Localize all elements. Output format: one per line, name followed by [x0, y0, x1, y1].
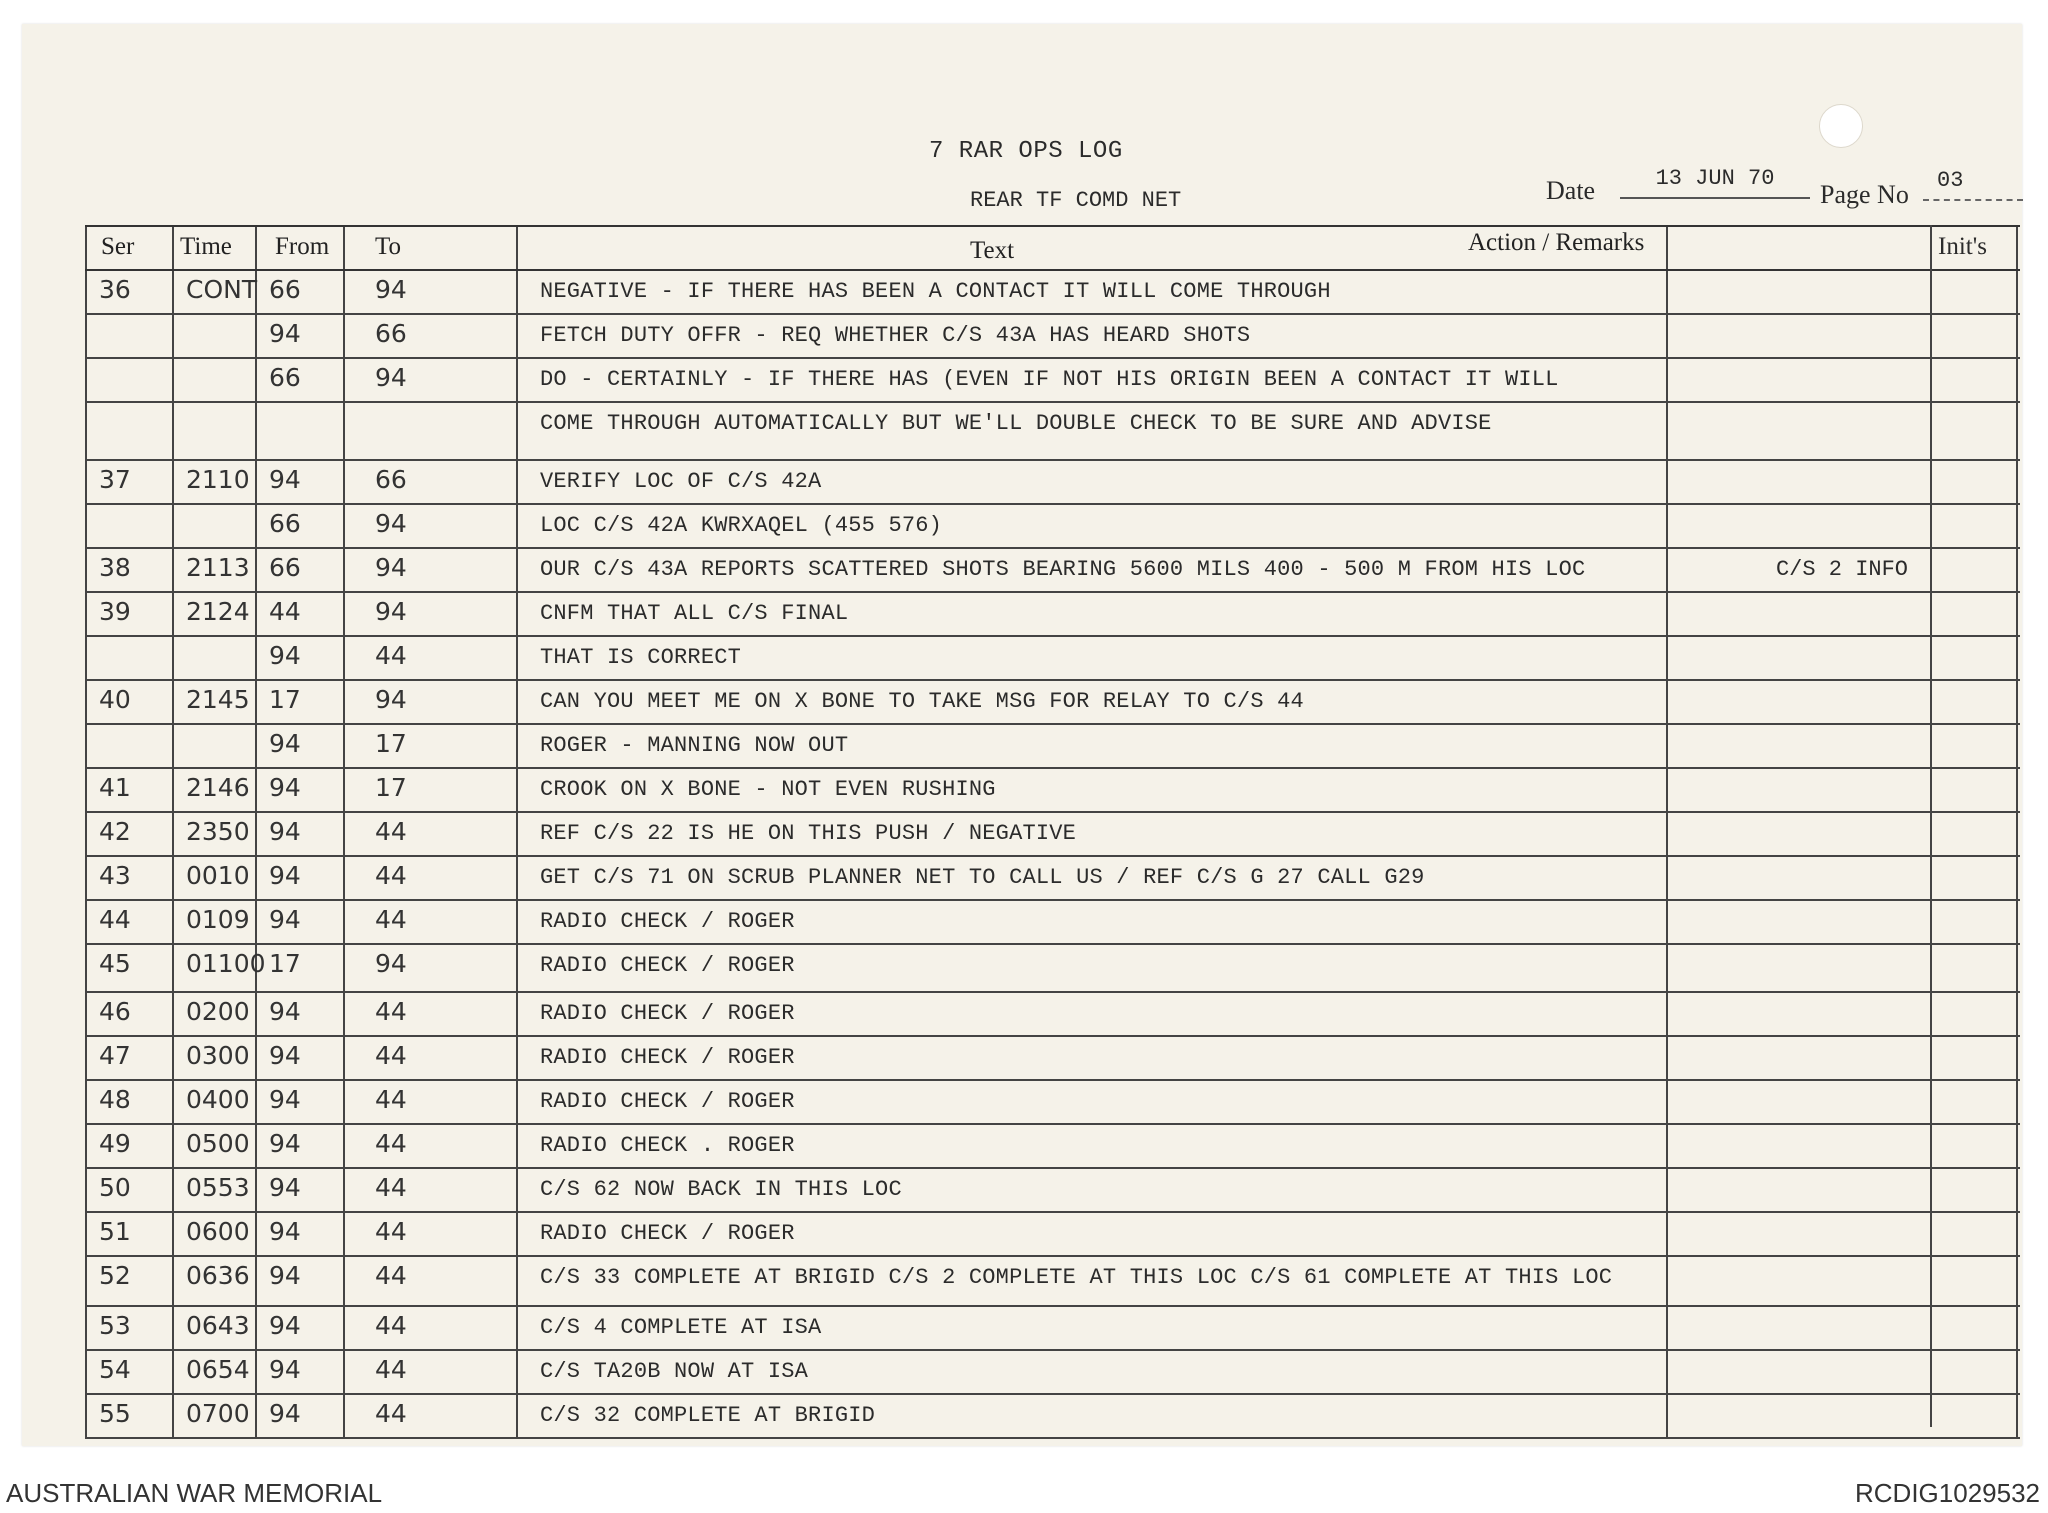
from-cell: 94	[269, 1085, 301, 1114]
time-cell	[174, 403, 255, 407]
from-cell: 44	[269, 597, 301, 626]
to-cell: 94	[375, 553, 407, 582]
from-cell: 17	[269, 685, 301, 714]
to-cell: 44	[375, 861, 407, 890]
table-row	[85, 901, 2020, 945]
header-action: Action / Remarks	[1468, 229, 1645, 256]
init-column-divider	[1930, 225, 1932, 1427]
ser-cell: 43	[99, 861, 131, 890]
date-value: 13 JUN 70	[1620, 166, 1810, 199]
header-ser: Ser	[101, 233, 135, 260]
ser-cell	[87, 725, 172, 729]
ser-cell: 46	[99, 997, 131, 1026]
to-cell: 17	[375, 773, 407, 802]
time-cell: 2146	[186, 773, 250, 802]
from-cell: 94	[269, 1355, 301, 1384]
text-cell: RADIO CHECK / ROGER	[540, 953, 795, 978]
action-cell	[1668, 1169, 2016, 1177]
time-cell: 0400	[186, 1085, 250, 1114]
ops-log-table	[85, 225, 2020, 1439]
to-cell: 44	[375, 905, 407, 934]
from-cell: 94	[269, 1041, 301, 1070]
action-cell	[1668, 1257, 2016, 1265]
table-row	[85, 1307, 2020, 1351]
from-cell: 94	[269, 997, 301, 1026]
time-cell: 0500	[186, 1129, 250, 1158]
time-cell: 0600	[186, 1217, 250, 1246]
table-row	[85, 549, 2020, 593]
action-cell: C/S 2 INFO	[1775, 557, 1909, 582]
to-cell: 44	[375, 817, 407, 846]
time-cell: 0010	[186, 861, 250, 890]
from-cell: 94	[269, 861, 301, 890]
to-cell: 66	[375, 319, 407, 348]
time-cell	[174, 725, 255, 729]
action-cell	[1668, 769, 2016, 777]
to-cell: 94	[375, 949, 407, 978]
date-label: Date	[1546, 176, 1596, 205]
time-cell: 0700	[186, 1399, 250, 1428]
ser-cell: 42	[99, 817, 131, 846]
to-cell: 44	[375, 997, 407, 1026]
from-cell: 17	[269, 949, 301, 978]
from-cell: 94	[269, 729, 301, 758]
ser-cell: 40	[99, 685, 131, 714]
from-cell: 94	[269, 817, 301, 846]
table-row	[85, 725, 2020, 769]
to-cell: 94	[375, 509, 407, 538]
ser-cell: 51	[99, 1217, 131, 1246]
table-row	[85, 1081, 2020, 1125]
ser-cell	[87, 403, 172, 407]
to-cell: 44	[375, 1261, 407, 1290]
from-cell: 94	[269, 465, 301, 494]
from-cell: 94	[269, 1311, 301, 1340]
ser-cell: 50	[99, 1173, 131, 1202]
ser-cell: 39	[99, 597, 131, 626]
from-cell: 94	[269, 905, 301, 934]
ser-cell: 47	[99, 1041, 131, 1070]
action-cell	[1668, 315, 2016, 323]
to-cell: 44	[375, 1173, 407, 1202]
from-cell: 66	[269, 509, 301, 538]
table-row	[85, 461, 2020, 505]
time-cell: 0636	[186, 1261, 250, 1290]
ser-cell: 44	[99, 905, 131, 934]
from-cell: 66	[269, 363, 301, 392]
action-cell	[1668, 681, 2016, 689]
time-cell: 2350	[186, 817, 250, 846]
ser-cell: 48	[99, 1085, 131, 1114]
from-cell: 66	[269, 275, 301, 304]
punch-hole	[1819, 104, 1863, 148]
ser-cell	[87, 505, 172, 509]
action-cell	[1668, 461, 2016, 469]
text-cell: C/S TA20B NOW AT ISA	[540, 1359, 809, 1384]
table-row	[85, 813, 2020, 857]
action-cell	[1668, 1081, 2016, 1089]
from-cell: 94	[269, 1173, 301, 1202]
to-cell: 44	[375, 1217, 407, 1246]
table-row	[85, 359, 2020, 403]
footer-id: RCDIG1029532	[1855, 1478, 2040, 1508]
table-row	[85, 637, 2020, 681]
text-cell: RADIO CHECK / ROGER	[540, 1089, 795, 1114]
action-cell	[1668, 901, 2016, 909]
table-row	[85, 1169, 2020, 1213]
action-cell	[1668, 857, 2016, 865]
action-cell	[1668, 725, 2016, 733]
ser-cell: 53	[99, 1311, 131, 1340]
to-cell: 44	[375, 1311, 407, 1340]
text-cell: ROGER - MANNING NOW OUT	[540, 733, 849, 758]
document-subtitle: REAR TF COMD NET	[970, 188, 1182, 213]
action-cell	[1668, 1395, 2016, 1403]
text-cell: C/S 62 NOW BACK IN THIS LOC	[540, 1177, 902, 1202]
to-cell: 44	[375, 1355, 407, 1384]
footer-source: AUSTRALIAN WAR MEMORIAL	[6, 1478, 383, 1508]
from-cell: 94	[269, 1129, 301, 1158]
time-cell	[174, 505, 255, 509]
from-cell: 94	[269, 773, 301, 802]
table-row	[85, 857, 2020, 901]
action-cell	[1668, 359, 2016, 367]
action-cell	[1668, 813, 2016, 821]
ser-cell	[87, 315, 172, 319]
to-cell: 44	[375, 641, 407, 670]
text-cell: CAN YOU MEET ME ON X BONE TO TAKE MSG FOR RELAY TO C/S 44	[540, 689, 1304, 714]
to-cell: 44	[375, 1041, 407, 1070]
time-cell: 2110	[186, 465, 250, 494]
text-cell: CROOK ON X BONE - NOT EVEN RUSHING	[540, 777, 996, 802]
ser-cell: 37	[99, 465, 131, 494]
action-cell	[1668, 993, 2016, 1001]
from-cell: 94	[269, 641, 301, 670]
to-cell: 17	[375, 729, 407, 758]
header-to: To	[375, 233, 402, 260]
to-cell: 44	[375, 1399, 407, 1428]
from-cell	[257, 403, 343, 407]
action-cell	[1668, 1125, 2016, 1133]
text-cell: CNFM THAT ALL C/S FINAL	[540, 601, 849, 626]
ser-cell: 36	[99, 275, 131, 304]
text-cell: RADIO CHECK / ROGER	[540, 1221, 795, 1246]
text-cell: C/S 32 COMPLETE AT BRIGID	[540, 1403, 876, 1428]
header-time: Time	[180, 233, 232, 260]
table-row	[85, 1257, 2020, 1307]
action-cell	[1668, 271, 2016, 279]
time-cell	[174, 315, 255, 319]
time-cell	[174, 637, 255, 641]
ser-cell	[87, 637, 172, 641]
table-row	[85, 1351, 2020, 1395]
table-row	[85, 993, 2020, 1037]
table-row	[85, 403, 2020, 461]
ser-cell: 38	[99, 553, 131, 582]
page-number-value: 03	[1923, 168, 2023, 201]
time-cell: 2113	[186, 553, 250, 582]
table-body	[85, 271, 2020, 1439]
text-cell: THAT IS CORRECT	[540, 645, 742, 670]
text-cell: DO - CERTAINLY - IF THERE HAS (EVEN IF NOT HIS ORIGIN BEEN A CONTACT IT WILL	[540, 367, 1559, 392]
ser-cell: 45	[99, 949, 131, 978]
ser-cell: 41	[99, 773, 131, 802]
text-cell: OUR C/S 43A REPORTS SCATTERED SHOTS BEARING 5600 MILS 400 - 500 M FROM HIS LOC	[540, 557, 1586, 582]
table-row	[85, 681, 2020, 725]
text-cell: C/S 4 COMPLETE AT ISA	[540, 1315, 822, 1340]
action-cell	[1668, 1351, 2016, 1359]
text-cell: RADIO CHECK / ROGER	[540, 1001, 795, 1026]
time-cell: 2124	[186, 597, 250, 626]
to-cell: 94	[375, 363, 407, 392]
to-cell	[345, 403, 516, 407]
text-cell: C/S 33 COMPLETE AT BRIGID C/S 2 COMPLETE AT THIS LOC C/S 61 COMPLETE AT THIS LOC	[540, 1265, 1613, 1290]
table-row	[85, 1395, 2020, 1439]
to-cell: 44	[375, 1085, 407, 1114]
text-cell: LOC C/S 42A KWRXAQEL (455 576)	[540, 513, 943, 538]
time-cell: CONT	[186, 275, 258, 304]
action-cell	[1668, 945, 2016, 953]
table-row	[85, 315, 2020, 359]
time-cell: 2145	[186, 685, 250, 714]
text-cell: COME THROUGH AUTOMATICALLY BUT WE'LL DOUBLE CHECK TO BE SURE AND ADVISE	[540, 411, 1492, 436]
text-cell: GET C/S 71 ON SCRUB PLANNER NET TO CALL US / REF C/S G 27 CALL G29	[540, 865, 1425, 890]
table-row	[85, 271, 2020, 315]
from-cell: 66	[269, 553, 301, 582]
time-cell	[174, 359, 255, 363]
table-row	[85, 1125, 2020, 1169]
document-title: 7 RAR OPS LOG	[929, 138, 1123, 165]
from-cell: 94	[269, 1217, 301, 1246]
text-cell: RADIO CHECK / ROGER	[540, 909, 795, 934]
time-cell: 0553	[186, 1173, 250, 1202]
time-cell: 0200	[186, 997, 250, 1026]
action-cell	[1668, 1213, 2016, 1221]
action-cell	[1668, 637, 2016, 645]
action-cell	[1668, 403, 2016, 411]
header-from: From	[275, 233, 330, 260]
to-cell: 44	[375, 1129, 407, 1158]
text-cell: VERIFY LOC OF C/S 42A	[540, 469, 822, 494]
time-cell: 01100	[186, 949, 266, 978]
ser-cell	[87, 359, 172, 363]
action-cell	[1668, 593, 2016, 601]
action-cell	[1668, 505, 2016, 513]
table-row	[85, 505, 2020, 549]
table-header	[85, 225, 2020, 271]
from-cell: 94	[269, 1399, 301, 1428]
text-cell: NEGATIVE - IF THERE HAS BEEN A CONTACT IT WILL COME THROUGH	[540, 279, 1331, 304]
to-cell: 94	[375, 275, 407, 304]
to-cell: 66	[375, 465, 407, 494]
table-row	[85, 1213, 2020, 1257]
text-cell: RADIO CHECK / ROGER	[540, 1045, 795, 1070]
from-cell: 94	[269, 319, 301, 348]
time-cell: 0654	[186, 1355, 250, 1384]
table-row	[85, 945, 2020, 993]
page-number-label: Page No	[1820, 180, 1909, 209]
text-cell: REF C/S 22 IS HE ON THIS PUSH / NEGATIVE	[540, 821, 1077, 846]
action-cell	[1668, 1037, 2016, 1045]
to-cell: 94	[375, 685, 407, 714]
from-cell: 94	[269, 1261, 301, 1290]
text-cell: RADIO CHECK . ROGER	[540, 1133, 795, 1158]
text-cell: FETCH DUTY OFFR - REQ WHETHER C/S 43A HAS HEARD SHOTS	[540, 323, 1251, 348]
ser-cell: 49	[99, 1129, 131, 1158]
time-cell: 0643	[186, 1311, 250, 1340]
table-row	[85, 593, 2020, 637]
ser-cell: 52	[99, 1261, 131, 1290]
header-text: Text	[970, 237, 1015, 264]
ser-cell: 54	[99, 1355, 131, 1384]
time-cell: 0300	[186, 1041, 250, 1070]
time-cell: 0109	[186, 905, 250, 934]
header-init: Init's	[1938, 233, 1987, 260]
table-row	[85, 769, 2020, 813]
table-row	[85, 1037, 2020, 1081]
ser-cell: 55	[99, 1399, 131, 1428]
action-cell	[1668, 1307, 2016, 1315]
to-cell: 94	[375, 597, 407, 626]
